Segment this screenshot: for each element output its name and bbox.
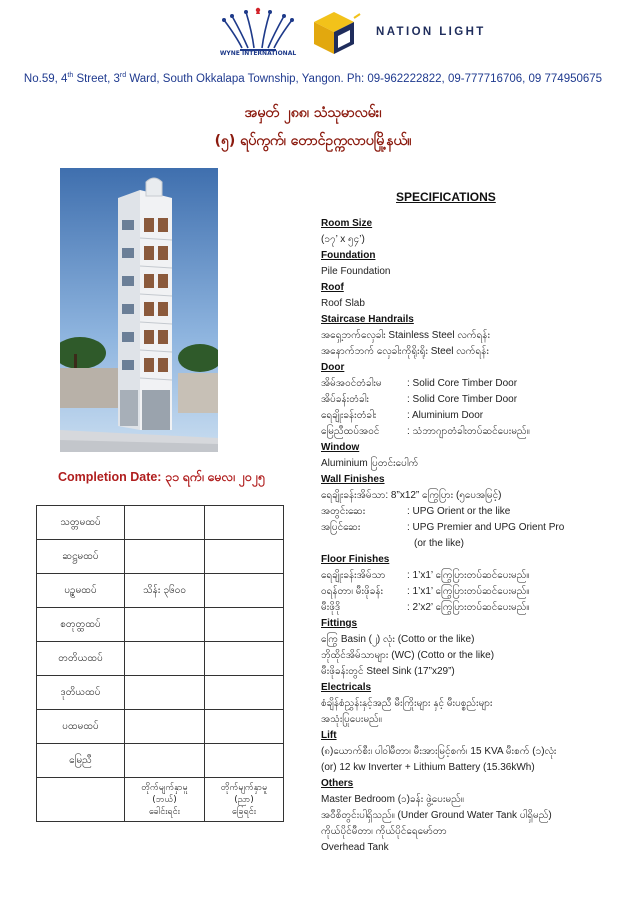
wall-row bbox=[321, 520, 621, 536]
company-address: No.59, 4th Street, 3rd Ward, South Okkalapa Township, Yangon. Ph: 09-962222822, 09-777716706, 09 774950675 bbox=[23, 72, 603, 85]
floor-row bbox=[321, 600, 621, 616]
table-row bbox=[37, 642, 284, 676]
fittings-line: ဘိုထိုင်အိမ်သာများ (WC) (Cotto or the like) bbox=[321, 650, 495, 661]
facing-direction: ခေါင်းရင်း bbox=[149, 806, 180, 817]
foundation-value: Pile Foundation bbox=[321, 266, 391, 277]
roof-heading: Roof bbox=[321, 282, 344, 293]
floor-price-cell bbox=[125, 506, 205, 540]
floor-extra-cell bbox=[205, 744, 284, 778]
door-row bbox=[321, 376, 621, 392]
electricals-heading: Electricals bbox=[321, 682, 372, 693]
others-heading: Others bbox=[321, 778, 354, 789]
floor-extra-cell bbox=[205, 710, 284, 744]
floor-row bbox=[321, 568, 621, 584]
floor-price-cell bbox=[125, 540, 205, 574]
wall-key: အပြင်ဆေး bbox=[321, 522, 361, 533]
wall-value: : UPG Orient or the like bbox=[407, 506, 511, 517]
door-key: အိပ်ခန်းတံခါး bbox=[321, 394, 369, 405]
door-key: မြေညီထပ်အဝင် bbox=[321, 426, 380, 437]
fittings-heading: Fittings bbox=[321, 618, 358, 629]
floor-extra-cell bbox=[205, 642, 284, 676]
floor-price-cell bbox=[125, 744, 205, 778]
completion-date: Completion Date: ၃၁ ရက်၊ မေလ၊ ၂၀၂၅ bbox=[58, 470, 265, 484]
floor-value: : 2’x2’ ကြွေပြားတပ်ဆင်ပေးမည်။ bbox=[407, 602, 530, 613]
table-row bbox=[37, 540, 284, 574]
table-row bbox=[37, 608, 284, 642]
others-line: အဝီစိတွင်းပါရှိသည်။ (Under Ground Water Tank ပါရှိမည်) bbox=[321, 810, 552, 821]
floor-name-cell: မြေညီ bbox=[37, 744, 125, 778]
wyne-international-logo bbox=[216, 6, 300, 66]
door-key: ရေချိုးခန်းတံခါး bbox=[321, 410, 377, 421]
others-line: ကိုယ်ပိုင်မီတာ၊ ကိုယ်ပိုင်ရေမော်တာ bbox=[321, 826, 447, 837]
lift-line: (၈)ယောက်စီး၊ ပါဝါမီတာ၊ မီးအားမြင့်စက်၊ 15 KVA မီးစက် (၁)လုံး bbox=[321, 746, 557, 757]
floor-name-cell: ဆဋ္ဌမထပ် bbox=[37, 540, 125, 574]
door-row bbox=[321, 424, 621, 440]
floor-name-cell: သတ္တမထပ် bbox=[37, 506, 125, 540]
floor-price-cell: သိန်း ၃၆၀၀ bbox=[125, 574, 205, 608]
table-row bbox=[37, 506, 284, 540]
floor-name-cell: စတုတ္ထထပ် bbox=[37, 608, 125, 642]
staircase-line: အရှေ့ဘက်လှေခါး Stainless Steel လက်ရန်း bbox=[321, 330, 490, 341]
floor-name-cell: ဒုတိယထပ် bbox=[37, 676, 125, 710]
floor-name-cell: ပထမထပ် bbox=[37, 710, 125, 744]
roof-value: Roof Slab bbox=[321, 298, 365, 309]
wyne-brand-text: WYNE INTERNATIONAL bbox=[219, 50, 297, 57]
staircase-heading: Staircase Handrails bbox=[321, 314, 414, 325]
facing-side: (ဘယ်) bbox=[152, 794, 177, 805]
specifications-list bbox=[321, 216, 621, 856]
others-line: Master Bedroom (၁)ခန်း ဖွဲ့ပေးမည်။ bbox=[321, 794, 464, 805]
facing-right-cell bbox=[205, 778, 284, 822]
table-row bbox=[37, 744, 284, 778]
floor-extra-cell bbox=[205, 676, 284, 710]
building-rendering-image bbox=[60, 168, 218, 452]
door-row bbox=[321, 392, 621, 408]
floor-row bbox=[321, 584, 621, 600]
floor-key: မီးဖိုဒို bbox=[321, 602, 341, 613]
electricals-line: စံချိန်စံညွှန်းနှင့်အညီ မီးကြိုးများ နှင့် မီးပစ္စည်းများ bbox=[321, 698, 493, 709]
floor-name-cell: တတိယထပ် bbox=[37, 642, 125, 676]
others-line: Overhead Tank bbox=[321, 842, 389, 853]
lift-line: (or) 12 kw Inverter + Lithium Battery (15.36kWh) bbox=[321, 762, 535, 773]
floor-key: ဝရန်တာ၊ မီးဖိုခန်း bbox=[321, 586, 384, 597]
property-address-line1: အမှတ် ၂၈၈၊ သံသုမာလမ်း၊ bbox=[244, 105, 382, 121]
floor-finishes-heading: Floor Finishes bbox=[321, 554, 390, 565]
floor-extra-cell bbox=[205, 506, 284, 540]
specifications-heading: SPECIFICATIONS bbox=[396, 190, 496, 204]
wall-key: အတွင်းဆေး bbox=[321, 506, 366, 517]
floor-price-table bbox=[36, 505, 284, 822]
floor-price-cell bbox=[125, 710, 205, 744]
lift-heading: Lift bbox=[321, 730, 337, 741]
floor-price-cell bbox=[125, 642, 205, 676]
door-value: : Solid Core Timber Door bbox=[407, 378, 518, 389]
door-heading: Door bbox=[321, 362, 345, 373]
nation-light-icon bbox=[308, 8, 368, 58]
floor-key: ရေချိုးခန်းအိမ်သာ bbox=[321, 570, 386, 581]
fittings-line: မီးဖိုခန်းတွင် Steel Sink (17”x29”) bbox=[321, 666, 455, 677]
window-value: Aluminium ပြတင်းပေါက် bbox=[321, 458, 419, 469]
facing-side: (ညာ) bbox=[234, 794, 254, 805]
door-key: အိမ်အဝင်တံခါးမ bbox=[321, 378, 382, 389]
floor-value: : 1’x1’ ကြွေပြားတပ်ဆင်ပေးမည်။ bbox=[407, 586, 530, 597]
floor-extra-cell bbox=[205, 574, 284, 608]
nation-light-text: NATION LIGHT bbox=[376, 26, 486, 38]
door-value: : သံဘာဂျာတံခါးတပ်ဆင်ပေးမည်။ bbox=[407, 426, 530, 437]
fittings-line: ကြွေ Basin (၂) လုံး (Cotto or the like) bbox=[321, 634, 475, 645]
room-size-heading: Room Size bbox=[321, 218, 373, 229]
electricals-line: အသုံးပြုပေးမည်။ bbox=[321, 714, 382, 725]
floor-extra-cell bbox=[205, 540, 284, 574]
wall-value: : UPG Premier and UPG Orient Pro bbox=[407, 522, 565, 533]
nation-light-logo bbox=[308, 8, 368, 58]
floor-price-cell bbox=[125, 676, 205, 710]
staircase-line: အနောက်ဘက် လှေခါးကိုရိုးရိုး Steel လက်ရန်း bbox=[321, 346, 489, 357]
table-row bbox=[37, 676, 284, 710]
table-row bbox=[37, 710, 284, 744]
window-heading: Window bbox=[321, 442, 360, 453]
facing-label: တိုက်မျက်နှာမူ bbox=[220, 782, 268, 793]
door-value: : Solid Core Timber Door bbox=[407, 394, 518, 405]
table-footer-row bbox=[37, 778, 284, 822]
facing-label: တိုက်မျက်နှာမူ bbox=[141, 782, 188, 793]
wall-line: ရေချိုးခန်းအိမ်သာ: 8”x12” ကြွေပြား (၅ပေအမြင့်) bbox=[321, 490, 502, 501]
wall-finishes-heading: Wall Finishes bbox=[321, 474, 385, 485]
door-row bbox=[321, 408, 621, 424]
door-value: : Aluminium Door bbox=[407, 410, 484, 421]
crown-icon bbox=[216, 6, 300, 56]
floor-name-cell: ပဉ္စမထပ် bbox=[37, 574, 125, 608]
facing-direction: ခြေရင်း bbox=[231, 806, 257, 817]
table-row bbox=[37, 574, 284, 608]
facing-left-cell bbox=[125, 778, 205, 822]
floor-value: : 1’x1’ ကြွေပြားတပ်ဆင်ပေးမည်။ bbox=[407, 570, 530, 581]
room-size-value: (၁၇’ x ၅၄’) bbox=[321, 234, 365, 245]
property-address-line2: (၅) ရပ်ကွက်၊ တောင်ဥက္ကလာပမြို့နယ်။ bbox=[214, 133, 412, 149]
foundation-heading: Foundation bbox=[321, 250, 376, 261]
floor-extra-cell bbox=[205, 608, 284, 642]
empty-cell bbox=[37, 778, 125, 822]
wall-continuation: (or the like) bbox=[414, 538, 465, 549]
floor-price-cell bbox=[125, 608, 205, 642]
wall-row bbox=[321, 504, 621, 520]
